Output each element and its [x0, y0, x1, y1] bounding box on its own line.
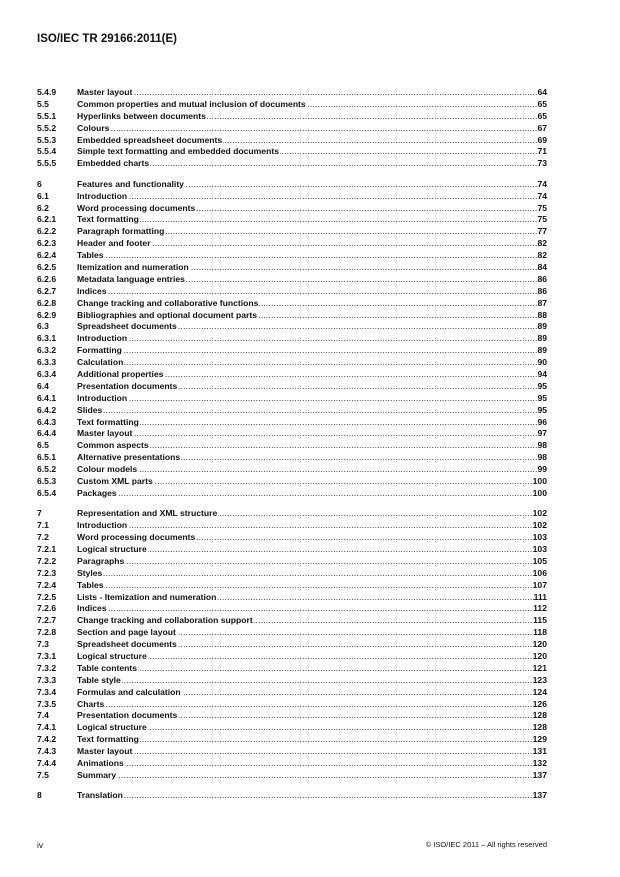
section-title: Spreadsheet documents — [77, 321, 177, 332]
section-title-leader — [77, 464, 537, 476]
section-title: Additional properties — [77, 368, 164, 379]
section-number: 7.4.4 — [37, 757, 57, 768]
section-title-leader — [77, 345, 537, 357]
toc-entry[interactable] — [37, 603, 547, 615]
page-ref: 120 — [532, 650, 547, 661]
section-number: 7.2.1 — [37, 543, 57, 554]
copyright-notice: © ISO/IEC 2011 – All rights reserved — [425, 840, 547, 849]
toc-entry[interactable] — [37, 111, 547, 123]
section-number: 7.3.5 — [37, 698, 57, 709]
section-title-leader — [77, 321, 537, 333]
page-ref: 111 — [533, 591, 547, 602]
section-title-leader — [77, 369, 537, 381]
section-title-leader — [77, 520, 533, 532]
page-ref: 75 — [537, 214, 547, 225]
section-number: 6.2.3 — [37, 238, 57, 249]
toc-entry[interactable] — [37, 687, 547, 699]
toc-entry[interactable] — [37, 321, 547, 333]
toc-entry[interactable] — [37, 627, 547, 639]
section-number: 6.3.1 — [37, 333, 57, 344]
section-number: 6.2.8 — [37, 297, 57, 308]
toc-entry[interactable] — [37, 556, 547, 568]
section-title: Tables — [77, 579, 104, 590]
section-number: 5.5 — [37, 98, 49, 109]
page-ref: 88 — [537, 309, 547, 320]
section-title: Bibliographies and optional document parts — [77, 309, 258, 320]
toc-entry[interactable] — [37, 746, 547, 758]
section-title-leader — [77, 393, 537, 405]
section-title: Translation — [77, 790, 123, 801]
page-ref: 77 — [537, 226, 547, 237]
toc-entry[interactable] — [37, 179, 547, 191]
section-title: Logical structure — [77, 722, 147, 733]
section-title: Styles — [77, 567, 103, 578]
section-number: 6.3 — [37, 321, 49, 332]
section-title: Indices — [77, 285, 107, 296]
section-title-leader — [77, 135, 537, 147]
section-title: Simple text formatting and embedded documents — [77, 146, 279, 157]
section-title-leader — [77, 226, 537, 238]
section-number: 6.4.2 — [37, 404, 57, 415]
section-title-leader — [77, 381, 537, 393]
toc-entry[interactable] — [37, 333, 547, 345]
section-title: Section and page layout — [77, 627, 176, 638]
toc-section — [37, 508, 547, 781]
section-title: Calculation — [77, 357, 124, 368]
toc-entry[interactable] — [37, 99, 547, 111]
section-number: 6.3.3 — [37, 357, 57, 368]
page-ref: 95 — [537, 404, 547, 415]
section-title-leader — [77, 87, 537, 99]
section-title-leader — [77, 298, 537, 310]
toc-entry[interactable] — [37, 123, 547, 135]
section-title: Colour models — [77, 464, 138, 475]
section-title: Formatting — [77, 345, 122, 356]
section-title-leader — [77, 179, 537, 191]
section-title: Introduction — [77, 392, 128, 403]
page-ref: 103 — [532, 543, 547, 554]
section-number: 5.5.4 — [37, 146, 57, 157]
section-title-leader — [77, 556, 533, 568]
section-number: 6.2.6 — [37, 273, 57, 284]
section-number: 7.3.4 — [37, 686, 57, 697]
toc-section — [37, 790, 547, 802]
section-number: 7.2.8 — [37, 627, 57, 638]
page-ref: 89 — [537, 321, 547, 332]
section-number: 6.2.1 — [37, 214, 57, 225]
page-ref: 131 — [532, 746, 547, 757]
section-title: Text formatting — [77, 734, 139, 745]
section-title-leader — [77, 544, 533, 556]
toc-entry[interactable] — [37, 381, 547, 393]
toc-entry[interactable] — [37, 226, 547, 238]
toc-entry[interactable] — [37, 345, 547, 357]
toc-entry[interactable] — [37, 262, 547, 274]
page-ref: 106 — [532, 567, 547, 578]
section-number: 6.4 — [37, 380, 49, 391]
toc-entry[interactable] — [37, 428, 547, 440]
section-title: Master layout — [77, 87, 133, 97]
section-title-leader — [77, 663, 533, 675]
section-title: Animations — [77, 757, 124, 768]
page-ref: 118 — [533, 627, 547, 638]
toc-entry[interactable] — [37, 146, 547, 158]
page-ref: 84 — [537, 261, 547, 272]
page-ref: 65 — [537, 98, 547, 109]
section-title: Alternative presentations — [77, 452, 181, 463]
section-number: 6.2.2 — [37, 226, 57, 237]
section-title-leader — [77, 675, 533, 687]
section-title: Slides — [77, 404, 103, 415]
section-title-leader — [77, 405, 537, 417]
page-number: iv — [37, 840, 44, 850]
section-title-leader — [77, 333, 537, 345]
toc-entry[interactable] — [37, 520, 547, 532]
section-number: 6.2.9 — [37, 309, 57, 320]
section-title-leader — [77, 440, 537, 452]
section-number: 6.4.3 — [37, 416, 57, 427]
section-number: 6.5.4 — [37, 487, 57, 498]
section-title: Text formatting — [77, 416, 139, 427]
toc-entry[interactable] — [37, 615, 547, 627]
section-title: Word processing documents — [77, 202, 196, 213]
toc-entry[interactable] — [37, 675, 547, 687]
page-ref: 137 — [532, 769, 547, 780]
section-title-leader — [77, 310, 537, 322]
section-number: 6.4.1 — [37, 392, 57, 403]
section-title-leader — [77, 568, 533, 580]
toc-entry[interactable] — [37, 286, 547, 298]
toc-entry[interactable] — [37, 580, 547, 592]
page-ref: 102 — [532, 520, 547, 531]
section-title: Metadata language entries — [77, 273, 185, 284]
section-number: 7.2.7 — [37, 615, 57, 626]
page-ref: 103 — [532, 532, 547, 543]
toc-entry[interactable] — [37, 369, 547, 381]
page-ref: 65 — [537, 110, 547, 121]
section-title-leader — [77, 790, 533, 802]
section-number: 6.2 — [37, 202, 49, 213]
section-title: Master layout — [77, 428, 133, 439]
section-title: Embedded spreadsheet documents — [77, 134, 223, 145]
page-ref: 107 — [532, 579, 547, 590]
toc-entry[interactable] — [37, 250, 547, 262]
section-number: 7.4.2 — [37, 734, 57, 745]
document-header: ISO/IEC TR 29166:2011(E) — [37, 33, 177, 45]
toc-entry[interactable] — [37, 440, 547, 452]
section-number: 7.5 — [37, 769, 49, 780]
section-title-leader — [77, 603, 533, 615]
toc-entry[interactable] — [37, 476, 547, 488]
page-ref: 75 — [537, 202, 547, 213]
section-title-leader — [77, 191, 537, 203]
toc-entry[interactable] — [37, 790, 547, 802]
section-title: Colours — [77, 122, 110, 133]
section-title-leader — [77, 488, 533, 500]
page-ref: 123 — [532, 674, 547, 685]
page-ref: 95 — [537, 392, 547, 403]
section-title: Introduction — [77, 520, 128, 531]
section-title-leader — [77, 651, 533, 663]
section-number: 7.4.3 — [37, 746, 57, 757]
toc-entry[interactable] — [37, 651, 547, 663]
section-number: 7.4.1 — [37, 722, 57, 733]
section-title: Common aspects — [77, 440, 149, 451]
section-title: Header and footer — [77, 238, 151, 249]
toc-entry[interactable] — [37, 214, 547, 226]
toc-entry[interactable] — [37, 452, 547, 464]
toc-entry[interactable] — [37, 405, 547, 417]
toc-entry[interactable] — [37, 758, 547, 770]
toc-entry[interactable] — [37, 508, 547, 520]
section-number: 7 — [37, 508, 42, 519]
page-ref: 98 — [537, 440, 547, 451]
page-ref: 94 — [537, 368, 547, 379]
toc-entry[interactable] — [37, 135, 547, 147]
toc-entry[interactable] — [37, 191, 547, 203]
page-ref: 137 — [532, 790, 547, 801]
section-title-leader — [77, 250, 537, 262]
page-ref: 82 — [537, 250, 547, 261]
page-ref: 99 — [537, 464, 547, 475]
section-title-leader — [77, 286, 537, 298]
section-title-leader — [77, 274, 537, 286]
section-title-leader — [77, 734, 533, 746]
page-ref: 95 — [537, 380, 547, 391]
section-title: Charts — [77, 698, 105, 709]
page-ref: 74 — [537, 178, 547, 189]
section-number: 7.3.3 — [37, 674, 57, 685]
section-number: 7.2.5 — [37, 591, 57, 602]
toc-entry[interactable] — [37, 298, 547, 310]
page-ref: 121 — [532, 662, 547, 673]
toc-entry[interactable] — [37, 710, 547, 722]
table-of-contents — [37, 87, 547, 811]
page-ref: 90 — [537, 357, 547, 368]
section-title: Word processing documents — [77, 532, 196, 543]
section-title-leader — [77, 699, 533, 711]
section-title: Presentation documents — [77, 710, 178, 721]
section-title: Itemization and numeration — [77, 261, 189, 272]
toc-entry[interactable] — [37, 592, 547, 604]
section-number: 7.2.3 — [37, 567, 57, 578]
section-number: 6.5.1 — [37, 452, 57, 463]
section-title: Table contents — [77, 662, 138, 673]
section-title-leader — [77, 123, 537, 135]
section-title: Packages — [77, 487, 117, 498]
page-ref: 82 — [537, 238, 547, 249]
section-title-leader — [77, 532, 533, 544]
section-number: 6.2.7 — [37, 285, 57, 296]
page-ref: 115 — [533, 615, 547, 626]
toc-entry[interactable] — [37, 722, 547, 734]
page-ref: 89 — [537, 345, 547, 356]
section-title-leader — [77, 746, 533, 758]
page-ref: 105 — [532, 555, 547, 566]
toc-entry[interactable] — [37, 310, 547, 322]
section-title-leader — [77, 262, 537, 274]
section-title-leader — [77, 99, 537, 111]
section-title-leader — [77, 592, 534, 604]
section-title-leader — [77, 158, 537, 170]
section-title-leader — [77, 111, 537, 123]
section-title-leader — [77, 238, 537, 250]
section-number: 8 — [37, 790, 42, 801]
page-ref: 89 — [537, 333, 547, 344]
section-title-leader — [77, 214, 537, 226]
section-title: Introduction — [77, 190, 128, 201]
section-title: Logical structure — [77, 543, 147, 554]
section-number: 5.5.3 — [37, 134, 57, 145]
toc-entry[interactable] — [37, 357, 547, 369]
page-ref: 86 — [537, 273, 547, 284]
section-number: 6.2.4 — [37, 250, 57, 261]
section-title: Summary — [77, 769, 117, 780]
section-number: 6.5 — [37, 440, 49, 451]
page-ref: 129 — [532, 734, 547, 745]
section-title: Lists - Itemization and numeration — [77, 591, 217, 602]
toc-section — [37, 179, 547, 500]
page-ref: 112 — [533, 603, 547, 614]
section-number: 7.3.2 — [37, 662, 57, 673]
section-title-leader — [77, 770, 533, 782]
toc-entry[interactable] — [37, 158, 547, 170]
section-number: 7.3 — [37, 639, 49, 650]
page-ref: 128 — [532, 710, 547, 721]
page-ref: 96 — [537, 416, 547, 427]
section-number: 7.2.4 — [37, 579, 57, 590]
page-ref: 67 — [537, 122, 547, 133]
section-title: Paragraphs — [77, 555, 125, 566]
toc-entry[interactable] — [37, 663, 547, 675]
section-title: Text formatting — [77, 214, 139, 225]
page-ref: 100 — [532, 476, 547, 486]
section-title: Introduction — [77, 333, 128, 344]
section-number: 7.3.1 — [37, 650, 57, 661]
page-ref: 71 — [537, 146, 547, 157]
section-title: Features and functionality — [77, 178, 184, 189]
toc-entry[interactable] — [37, 417, 547, 429]
toc-entry[interactable] — [37, 568, 547, 580]
section-number: 5.4.9 — [37, 87, 57, 97]
section-title-leader — [77, 580, 533, 592]
page-ref: 87 — [537, 297, 547, 308]
section-title-leader — [77, 758, 533, 770]
section-number: 7.4 — [37, 710, 49, 721]
section-number: 7.2.2 — [37, 555, 57, 566]
section-title: Change tracking and collaboration support — [77, 615, 253, 626]
section-number: 6 — [37, 178, 42, 189]
page-ref: 128 — [532, 722, 547, 733]
section-number: 6.5.2 — [37, 464, 57, 475]
section-title-leader — [77, 203, 537, 215]
page-ref: 126 — [532, 698, 547, 709]
toc-entry[interactable] — [37, 699, 547, 711]
section-title-leader — [77, 627, 533, 639]
section-number: 7.2.6 — [37, 603, 57, 614]
page-ref: 74 — [537, 190, 547, 201]
section-title-leader — [77, 428, 537, 440]
toc-section — [37, 87, 547, 170]
toc-entry[interactable] — [37, 544, 547, 556]
toc-entry[interactable] — [37, 532, 547, 544]
section-title: Master layout — [77, 746, 133, 757]
section-title: Representation and XML structure — [77, 508, 218, 519]
section-number: 6.1 — [37, 190, 49, 201]
section-title-leader — [77, 615, 533, 627]
section-title-leader — [77, 146, 537, 158]
section-number: 6.3.4 — [37, 368, 57, 379]
section-title: Table style — [77, 674, 121, 685]
page-ref: 100 — [532, 487, 547, 498]
section-number: 7.2 — [37, 532, 49, 543]
section-number: 5.5.1 — [37, 110, 57, 121]
page-ref: 73 — [537, 158, 547, 169]
section-title: Paragraph formatting — [77, 226, 165, 237]
section-title-leader — [77, 452, 537, 464]
section-title: Change tracking and collaborative functions — [77, 297, 259, 308]
section-title-leader — [77, 508, 533, 520]
section-number: 6.3.2 — [37, 345, 57, 356]
page-ref: 132 — [532, 757, 547, 768]
section-title-leader — [77, 476, 533, 488]
toc-entry[interactable] — [37, 464, 547, 476]
page-ref: 97 — [537, 428, 547, 439]
section-title: Formulas and calculation — [77, 686, 181, 697]
section-number: 6.5.3 — [37, 476, 57, 486]
section-title: Presentation documents — [77, 380, 178, 391]
page-ref: 64 — [537, 87, 547, 97]
section-title: Spreadsheet documents — [77, 639, 177, 650]
page-ref: 124 — [532, 686, 547, 697]
section-title-leader — [77, 710, 533, 722]
page-ref: 98 — [537, 452, 547, 463]
page-ref: 102 — [532, 508, 547, 519]
section-title: Custom XML parts — [77, 476, 153, 486]
toc-entry[interactable] — [37, 203, 547, 215]
page-ref: 86 — [537, 285, 547, 296]
section-title: Embedded charts — [77, 158, 150, 169]
section-number: 5.5.2 — [37, 122, 57, 133]
section-title-leader — [77, 357, 537, 369]
toc-entry[interactable] — [37, 87, 547, 99]
section-title-leader — [77, 687, 533, 699]
toc-entry[interactable] — [37, 274, 547, 286]
section-title-leader — [77, 722, 533, 734]
section-title: Logical structure — [77, 650, 147, 661]
section-number: 5.5.5 — [37, 158, 57, 169]
section-number: 6.2.5 — [37, 261, 57, 272]
toc-entry[interactable] — [37, 393, 547, 405]
section-number: 7.1 — [37, 520, 49, 531]
section-title: Hyperlinks between documents — [77, 110, 206, 121]
section-title: Indices — [77, 603, 107, 614]
toc-entry[interactable] — [37, 238, 547, 250]
toc-entry[interactable] — [37, 639, 547, 651]
section-number: 6.4.4 — [37, 428, 57, 439]
toc-entry[interactable] — [37, 488, 547, 500]
toc-entry[interactable] — [37, 734, 547, 746]
toc-entry[interactable] — [37, 770, 547, 782]
section-title-leader — [77, 417, 537, 429]
section-title: Tables — [77, 250, 104, 261]
page-ref: 69 — [537, 134, 547, 145]
section-title: Common properties and mutual inclusion of documents — [77, 98, 306, 109]
section-title-leader — [77, 639, 533, 651]
page-ref: 120 — [532, 639, 547, 650]
